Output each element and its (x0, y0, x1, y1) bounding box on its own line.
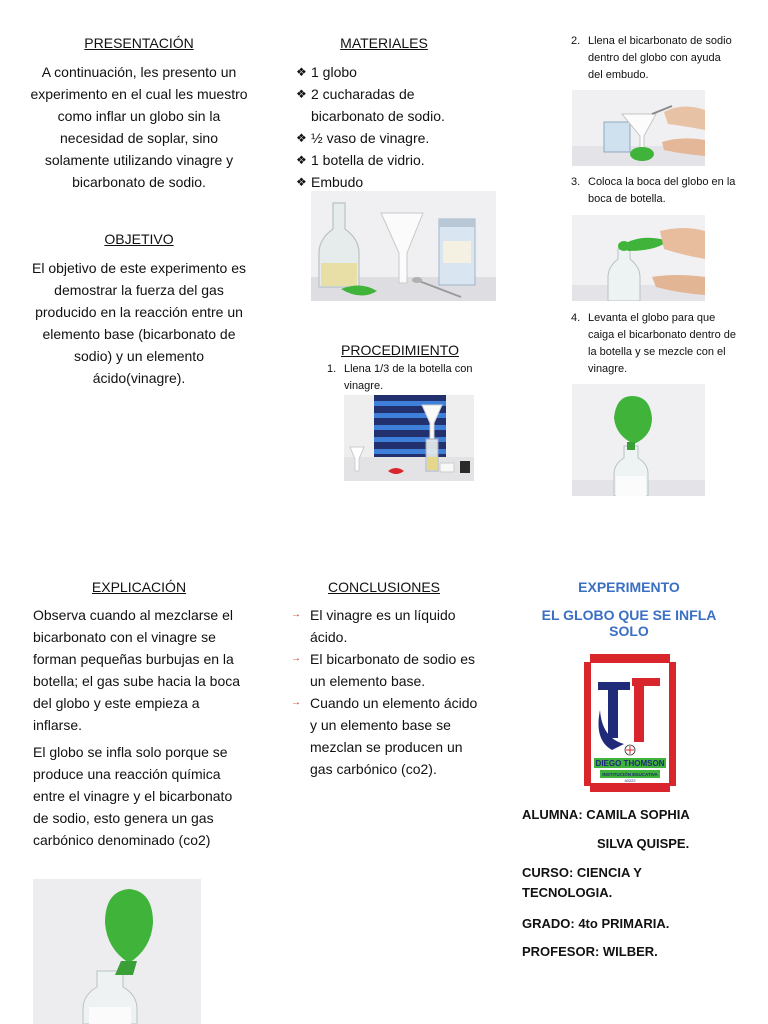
presentacion-text: A continuación, les presento un experimento en el cual les muestro como inflar un globo sin la necesidad de soplar, sino solamente utilizando vinagre y bicarbonato de sodio. (30, 64, 248, 190)
list-item: ❖ ½ vaso de vinagre. (296, 127, 466, 149)
list-item: ❖ 1 globo (296, 61, 466, 83)
logo-sub: INSTITUCIÓN EDUCATIVA (602, 772, 658, 777)
materials-photo (311, 191, 496, 301)
alumna-line-1: ALUMNA: CAMILA SOPHIA (522, 807, 690, 822)
explicacion-p2: El globo se infla solo porque se produce una reacción química entre el vinagre y el bicarbonato de sodio, esto genera un gas carbónico denominado (co2) (33, 744, 233, 848)
step-2-photo (572, 90, 705, 166)
logo-name: DIEGO THOMSON (595, 759, 665, 768)
step-3 (571, 174, 738, 208)
step-2 (571, 33, 738, 84)
step-1-photo (344, 395, 474, 481)
step-1 (327, 361, 494, 395)
grado: GRADO: 4to PRIMARIA. (522, 916, 670, 931)
list-item: → El vinagre es un líquido ácido. (288, 604, 488, 648)
procedimiento-title: PROCEDIMIENTO (341, 342, 459, 358)
step-3-photo (572, 215, 705, 301)
materiales-list (296, 61, 466, 193)
step-number: 1. (327, 363, 337, 375)
list-item: → El bicarbonato de sodio es un elemento base. (288, 648, 488, 692)
logo-code: 40222 (624, 778, 636, 783)
step-number: 3. (571, 176, 581, 188)
cover-subtitle: EL GLOBO QUE SE INFLA SOLO (541, 607, 717, 639)
cover-heading: EXPERIMENTO (578, 579, 680, 595)
objetivo-title: OBJETIVO (104, 231, 174, 247)
step-4 (571, 310, 738, 378)
step-4-photo (572, 384, 705, 496)
step-text: Coloca la boca del globo en la boca de botella. (588, 176, 736, 205)
list-item: → Cuando un elemento ácido y un elemento base se mezclan se producen un gas carbónico (co2). (288, 692, 488, 780)
list-item: ❖ Embudo (296, 171, 466, 193)
list-item: ❖ 1 botella de vidrio. (296, 149, 466, 171)
explicacion-title: EXPLICACIÓN (91, 579, 187, 595)
conclusiones-title: CONCLUSIONES (327, 579, 441, 595)
step-text: Llena el bicarbonato de sodio dentro del globo con ayuda del embudo. (588, 35, 732, 81)
school-logo (584, 654, 676, 792)
explicacion-p1: Observa cuando al mezclarse el bicarbonato con el vinagre se forman pequeñas burbujas en la botella; el gas sube hacia la boca del globo y este empieza a inflarse. (33, 607, 241, 733)
step-text: Levanta el globo para que caiga el bicarbonato dentro de la botella y se mezcle con el vinagre. (588, 312, 736, 375)
presentacion-title: PRESENTACIÓN (84, 35, 194, 51)
alumna-line-2: SILVA QUISPE. (597, 836, 690, 851)
objetivo-text: El objetivo de este experimento es demostrar la fuerza del gas producido en la reacción entre un elemento base (bicarbonato de sodio) y un elemento ácido(vinagre). (31, 260, 246, 386)
materiales-title: MATERIALES (340, 35, 428, 51)
list-item: ❖ 2 cucharadas de bicarbonato de sodio. (296, 83, 466, 127)
conclusiones-list (288, 604, 488, 780)
curso: CURSO: CIENCIA Y TECNOLOGIA. (522, 865, 642, 900)
step-number: 4. (571, 312, 581, 324)
explicacion-photo (33, 879, 201, 1024)
step-text: Llena 1/3 de la botella con vinagre. (344, 363, 473, 392)
step-number: 2. (571, 35, 581, 47)
profesor: PROFESOR: WILBER. (522, 944, 658, 959)
